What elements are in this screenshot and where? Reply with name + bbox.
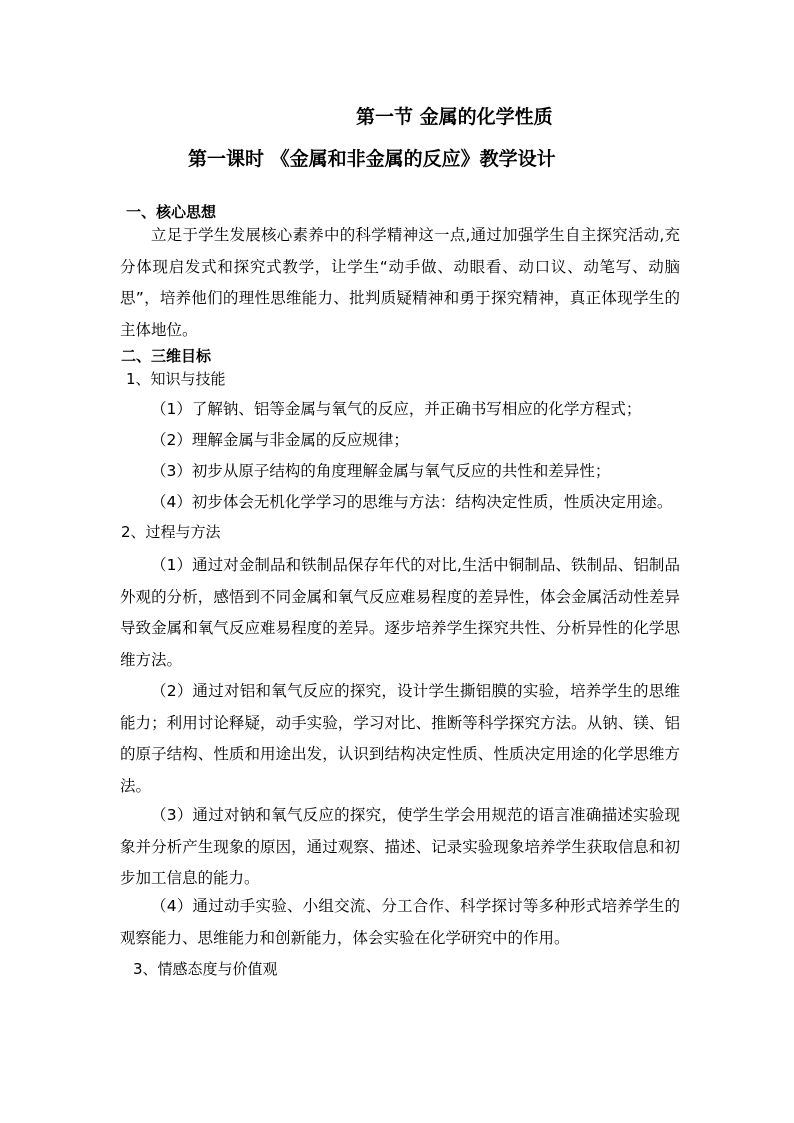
heading-process-method: 2、过程与方法 (121, 523, 221, 541)
heading-three-dimension-goals: 二、三维目标 (121, 347, 212, 365)
paragraph-process-3: （3）通过对钠和氧气反应的探究，使学生学会用规范的语言准确描述实验现象并分析产生现象的原因，通过观察、描述、记录实验现象培养学生获取信息和初步加工信息的能力。 (120, 806, 680, 888)
heading-knowledge-skills: 1、知识与技能 (126, 370, 226, 388)
paragraph-process-1: （1）通过对金制品和铁制品保存年代的对比,生活中铜制品、铁制品、铝制品外观的分析，感悟到不同金属和氧气反应难易程度的差异性，体会金属活动性差异导致金属和氧气反应难易程度的差异。逐步培养学生探究共性、分析异性的化学思维方法。 (120, 556, 680, 669)
heading-core-idea: 一、核心思想 (126, 203, 217, 221)
paragraph-process-2: （2）通过对铝和氧气反应的探究，设计学生撕铝膜的实验，培养学生的思维能力；利用讨论释疑，动手实验，学习对比、推断等科学探究方法。从钠、镁、铝的原子结构、性质和用途出发，认识到结构决定性质、性质决定用途的化学思维方法。 (120, 682, 680, 795)
paragraph-process-4: （4）通过动手实验、小组交流、分工合作、科学探讨等多种形式培养学生的观察能力、思维能力和创新能力，体会实验在化学研究中的作用。 (120, 897, 680, 947)
heading-emotion-values: 3、情感态度与价值观 (133, 960, 278, 978)
list-item-knowledge-4: （4）初步体会无机化学学习的思维与方法：结构决定性质，性质决定用途。 (151, 493, 673, 511)
paragraph-core-idea: 立足于学生发展核心素养中的科学精神这一点,通过加强学生自主探究活动,充分体现启发式和探究式教学，让学生“动手做、动眼看、动口议、动笔写、动脑思”，培养他们的理性思维能力、批判质疑精神和勇于探究精神，真正体现学生的主体地位。 (120, 226, 680, 339)
section-title: 第一节 金属的化学性质 (356, 106, 553, 128)
lesson-title: 第一课时 《金属和非金属的反应》教学设计 (188, 148, 556, 170)
list-item-knowledge-2: （2）理解金属与非金属的反应规律； (151, 431, 409, 449)
list-item-knowledge-1: （1）了解钠、铝等金属与氧气的反应，并正确书写相应的化学方程式； (151, 400, 642, 418)
list-item-knowledge-3: （3）初步从原子结构的角度理解金属与氧气反应的共性和差异性； (151, 462, 611, 480)
